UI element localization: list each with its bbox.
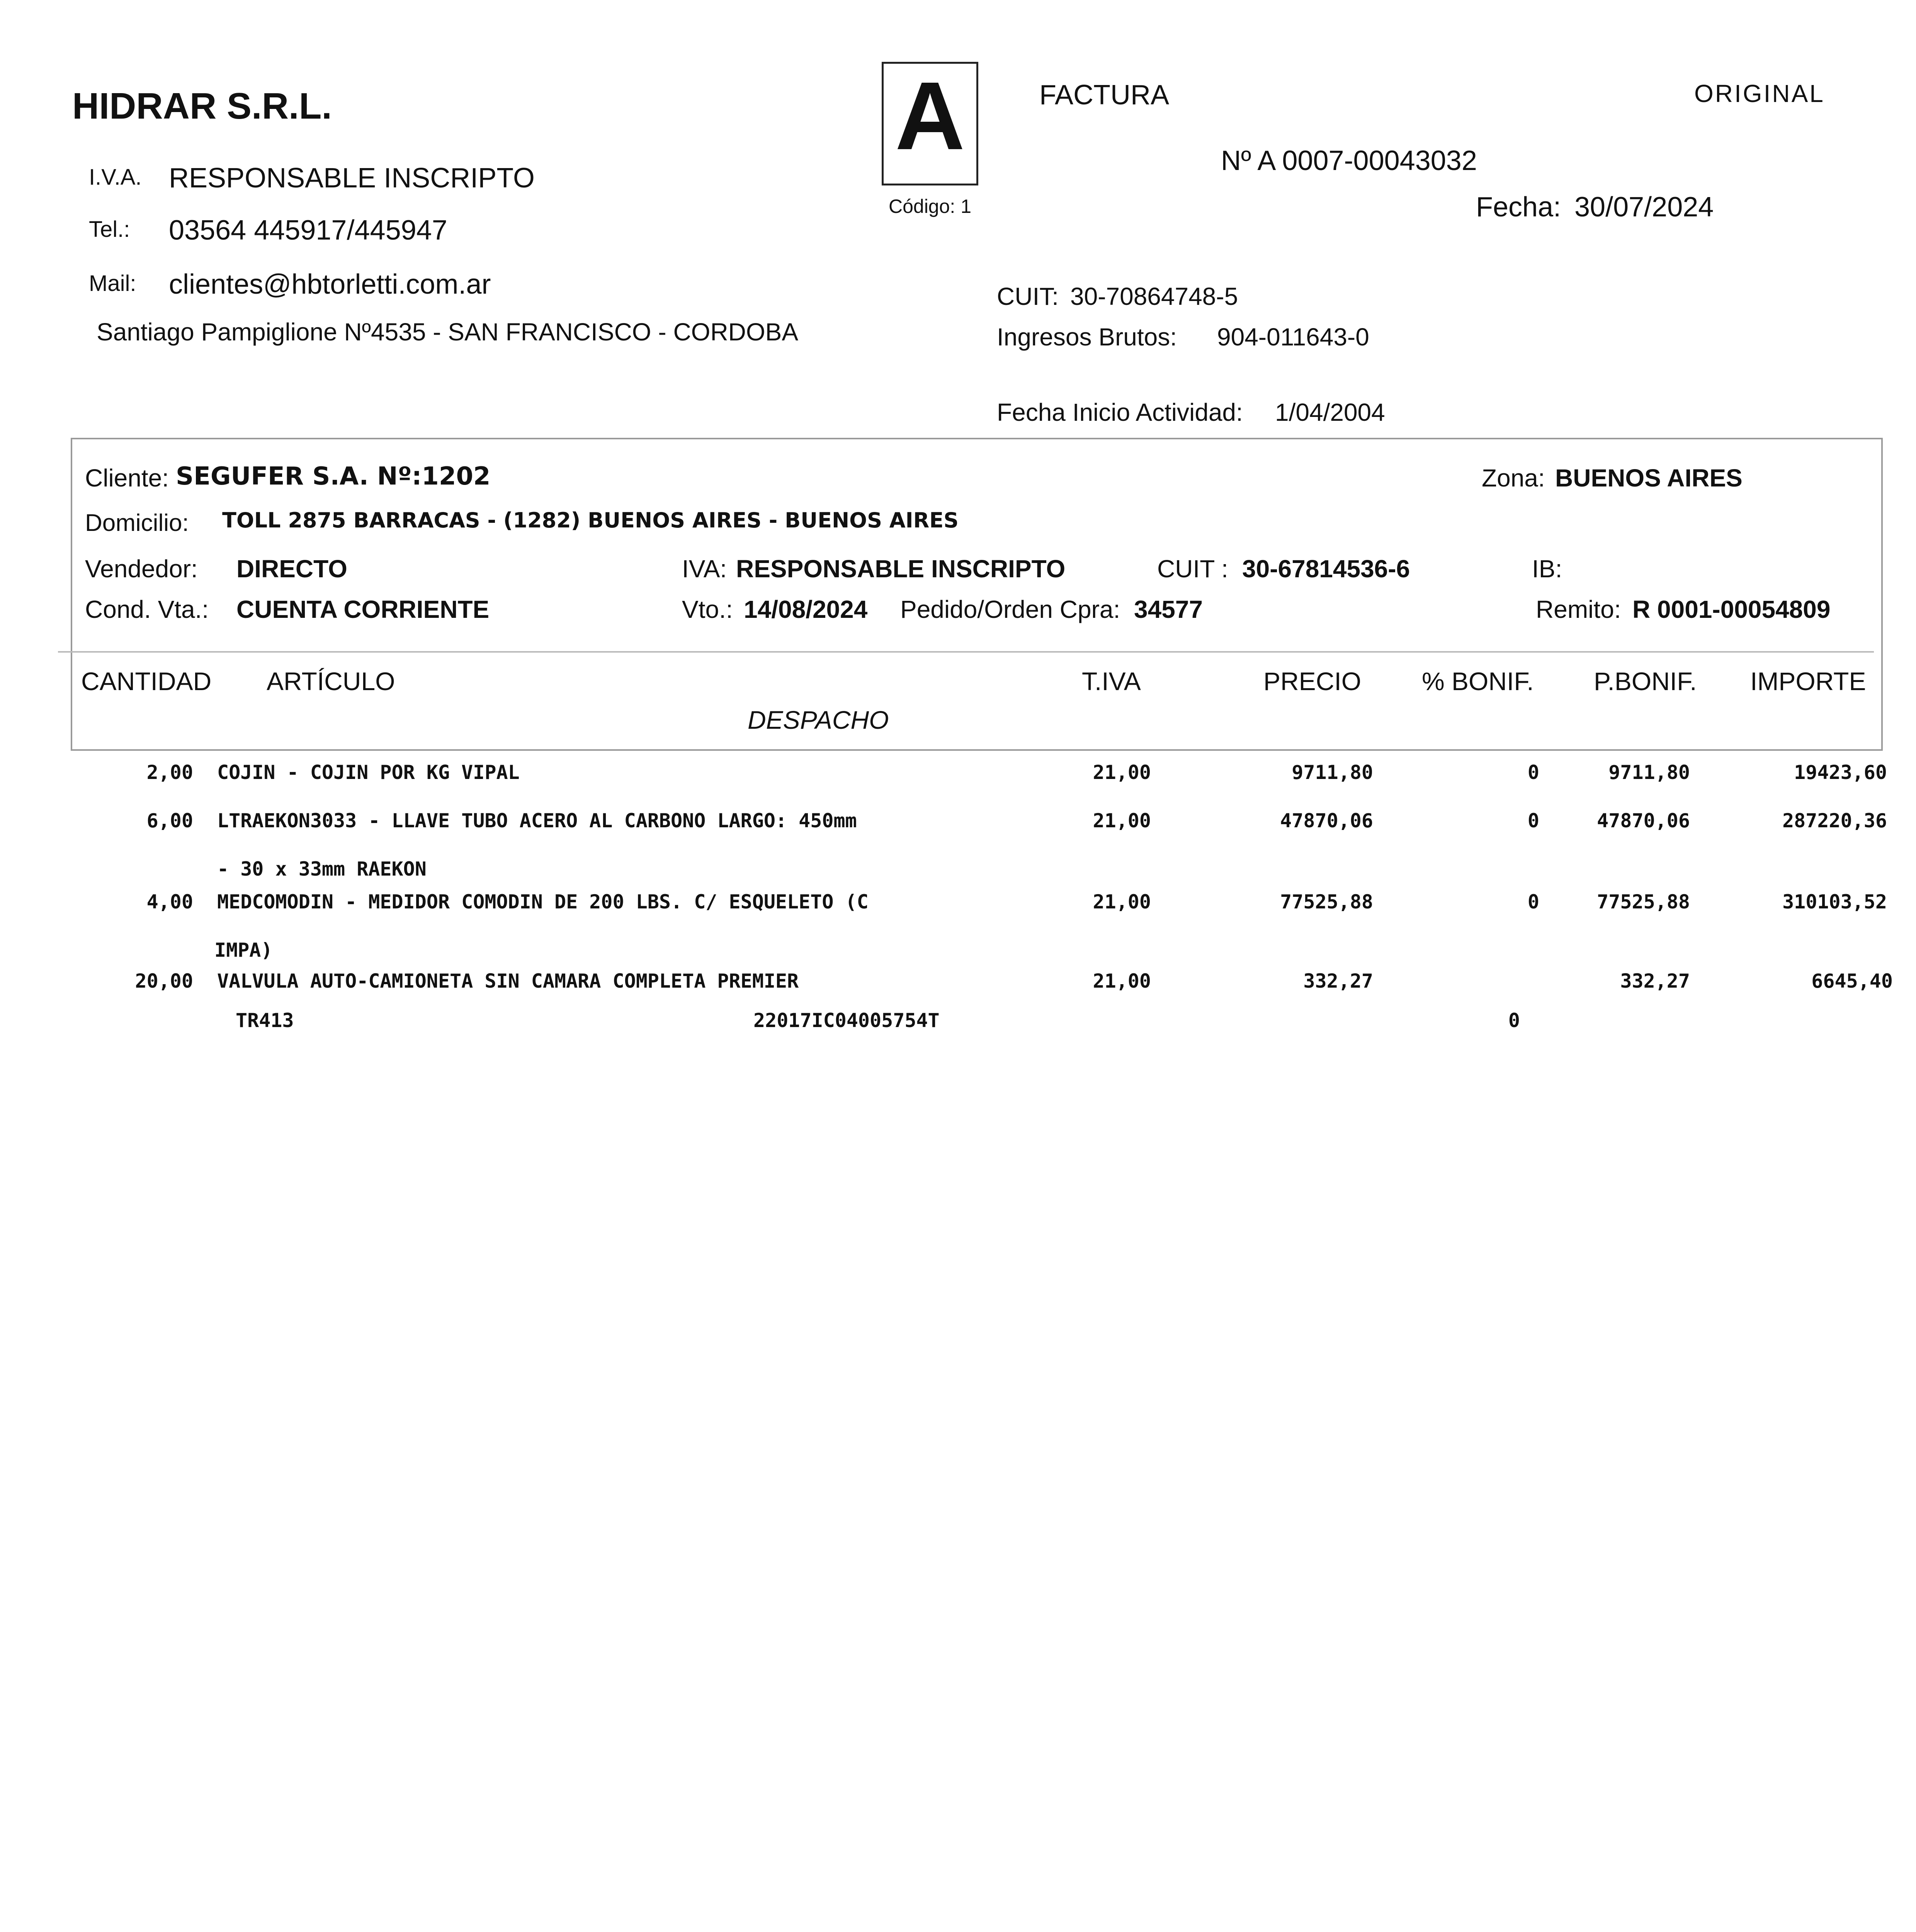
item-bonif: 0: [1527, 761, 1539, 784]
remito-label: Remito:: [1536, 595, 1621, 623]
fecha-value: 30/07/2024: [1574, 192, 1714, 223]
item-pbonif: 77525,88: [1597, 891, 1690, 913]
ib-label: IB:: [1532, 555, 1562, 583]
item-description-cont: - 30 x 33mm RAEKON: [217, 858, 427, 880]
iibb-label: Ingresos Brutos:: [997, 323, 1177, 351]
item-pbonif: 9711,80: [1608, 761, 1690, 784]
vendedor-value: DIRECTO: [236, 555, 347, 583]
item-cantidad: 2,00: [146, 761, 193, 784]
invoice-type-letter: A: [895, 62, 965, 170]
col-cantidad: CANTIDAD: [81, 667, 212, 696]
iva-label: I.V.A.: [89, 165, 142, 190]
client-cuit-value: 30-67814536-6: [1242, 555, 1410, 583]
col-bonif: % BONIF.: [1422, 667, 1534, 696]
item-tiva: 21,00: [1093, 761, 1151, 784]
vto-label: Vto.:: [682, 595, 733, 623]
cliente-value: SEGUFER S.A. Nº:1202: [176, 462, 491, 491]
remito-value: R 0001-00054809: [1632, 595, 1831, 623]
inicio-actividad-label: Fecha Inicio Actividad:: [997, 398, 1243, 426]
cuit-value: 30-70864748-5: [1070, 282, 1238, 310]
item-description: MEDCOMODIN - MEDIDOR COMODIN DE 200 LBS. C/ ESQUELETO (C: [217, 891, 869, 913]
item-importe: 310103,52: [1782, 891, 1887, 913]
item-description: LTRAEKON3033 - LLAVE TUBO ACERO AL CARBONO LARGO: 450mm: [217, 810, 857, 832]
condvta-label: Cond. Vta.:: [85, 595, 209, 623]
tel-value: 03564 445917/445947: [169, 215, 447, 246]
item-bonif: 0: [1527, 891, 1539, 913]
vendedor-label: Vendedor:: [85, 555, 198, 583]
col-despacho: DESPACHO: [748, 706, 889, 734]
iva-value: RESPONSABLE INSCRIPTO: [169, 163, 535, 194]
iibb-value: 904-011643-0: [1217, 323, 1369, 351]
pedido-label: Pedido/Orden Cpra:: [900, 595, 1120, 623]
item-precio: 9711,80: [1292, 761, 1373, 784]
inicio-actividad-value: 1/04/2004: [1275, 398, 1385, 426]
item-description-cont: TR413: [236, 1009, 294, 1032]
item-bonif: 0: [1508, 1009, 1520, 1032]
mail-value: clientes@hbtorletti.com.ar: [169, 269, 491, 300]
item-tiva: 21,00: [1093, 970, 1151, 992]
item-description-cont: IMPA): [214, 939, 273, 961]
item-description: VALVULA AUTO-CAMIONETA SIN CAMARA COMPLETA PREMIER: [217, 970, 799, 992]
cliente-label: Cliente:: [85, 464, 169, 492]
item-tiva: 21,00: [1093, 891, 1151, 913]
col-tiva: T.IVA: [1082, 667, 1141, 696]
item-bonif: 0: [1527, 810, 1539, 832]
col-pbonif: P.BONIF.: [1594, 667, 1697, 696]
invoice-number: Nº A 0007-00043032: [1221, 145, 1477, 176]
domicilio-value: TOLL 2875 BARRACAS - (1282) BUENOS AIRES - BUENOS AIRES: [222, 508, 959, 532]
item-cantidad: 20,00: [135, 970, 193, 992]
client-cuit-label: CUIT :: [1157, 555, 1228, 583]
col-precio: PRECIO: [1263, 667, 1362, 696]
client-iva-label: IVA:: [682, 555, 727, 583]
original-label: ORIGINAL: [1694, 80, 1825, 107]
client-iva-value: RESPONSABLE INSCRIPTO: [736, 555, 1066, 583]
item-cantidad: 6,00: [146, 810, 193, 832]
item-importe: 6645,40: [1811, 970, 1893, 992]
invoice-type-code: Código: 1: [888, 196, 972, 217]
item-precio: 47870,06: [1280, 810, 1373, 832]
document-type: FACTURA: [1039, 80, 1170, 111]
company-name: HIDRAR S.R.L.: [72, 85, 332, 127]
zona-value: BUENOS AIRES: [1555, 464, 1743, 492]
cuit-label: CUIT:: [997, 282, 1059, 310]
pedido-value: 34577: [1134, 595, 1203, 623]
item-tiva: 21,00: [1093, 810, 1151, 832]
item-precio: 77525,88: [1280, 891, 1373, 913]
item-importe: 19423,60: [1794, 761, 1887, 784]
item-pbonif: 47870,06: [1597, 810, 1690, 832]
condvta-value: CUENTA CORRIENTE: [236, 595, 490, 623]
company-address: Santiago Pampiglione Nº4535 - SAN FRANCISCO - CORDOBA: [97, 318, 799, 346]
item-description: COJIN - COJIN POR KG VIPAL: [217, 761, 520, 784]
vto-value: 14/08/2024: [744, 595, 868, 623]
zona-label: Zona:: [1482, 464, 1545, 492]
tel-label: Tel.:: [89, 217, 130, 242]
item-precio: 332,27: [1303, 970, 1373, 992]
domicilio-label: Domicilio:: [85, 510, 189, 536]
col-importe: IMPORTE: [1750, 667, 1866, 696]
mail-label: Mail:: [89, 271, 136, 296]
item-despacho: 22017IC04005754T: [753, 1009, 940, 1032]
item-importe: 287220,36: [1782, 810, 1887, 832]
item-pbonif: 332,27: [1620, 970, 1690, 992]
item-cantidad: 4,00: [146, 891, 193, 913]
column-header-divider: [58, 651, 1874, 653]
col-articulo: ARTÍCULO: [267, 667, 395, 696]
fecha-label: Fecha:: [1476, 192, 1561, 223]
